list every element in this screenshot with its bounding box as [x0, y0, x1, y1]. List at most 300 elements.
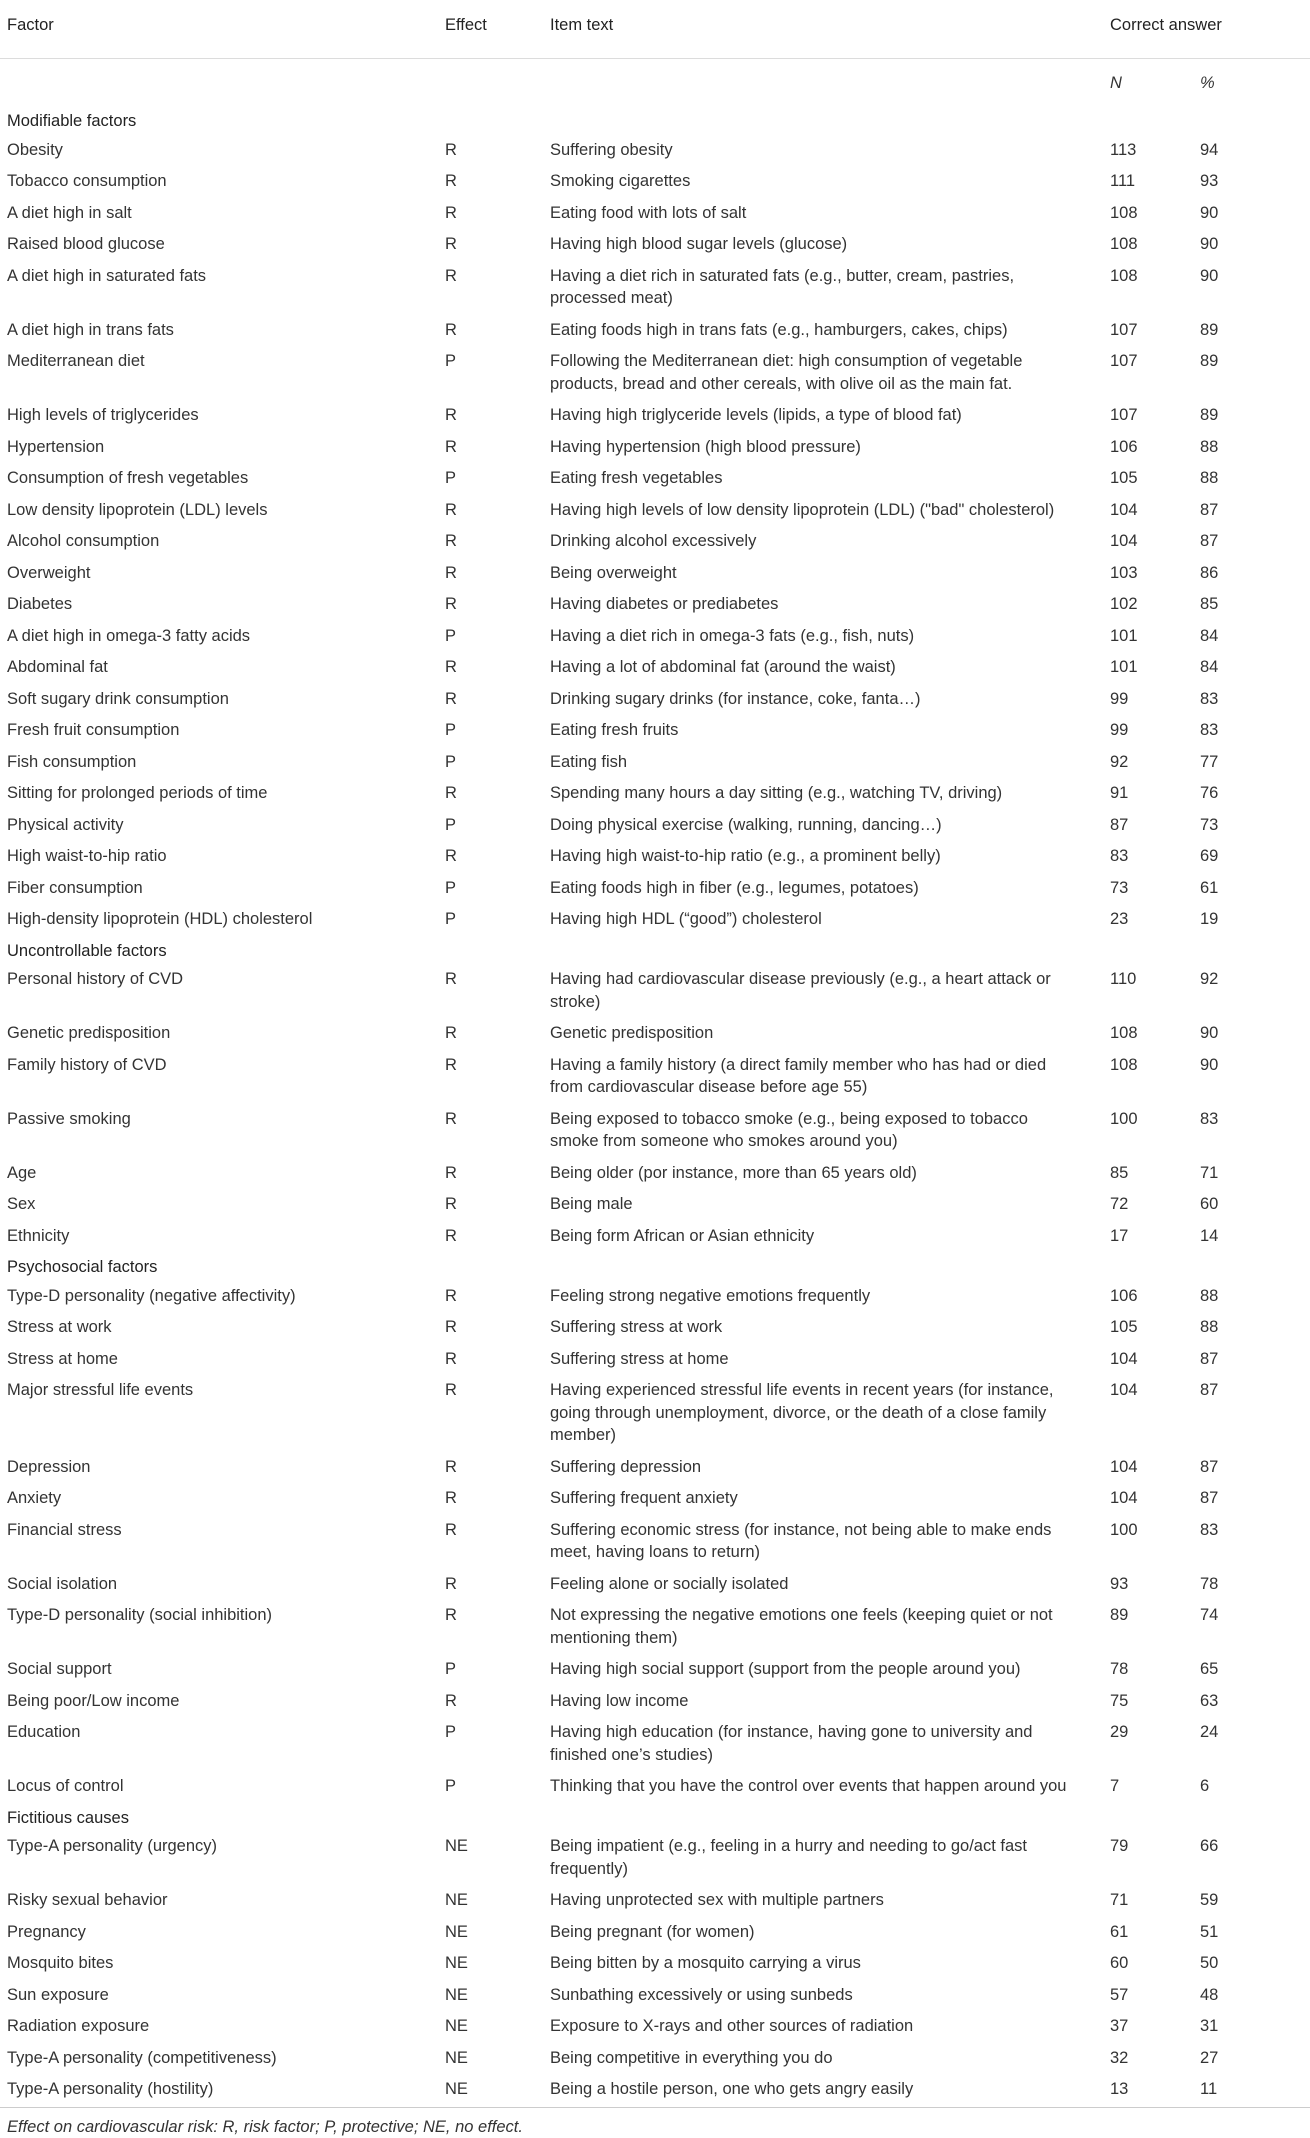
percent-cell: 88: [1200, 1318, 1219, 1336]
factor-cell: Fish consumption: [7, 752, 137, 771]
effect-cell: NE: [445, 2080, 468, 2098]
percent-cell: 87: [1200, 1381, 1219, 1399]
n-cell: 102: [1110, 595, 1138, 613]
item-text-cell: Eating food with lots of salt: [550, 203, 747, 222]
factor-cell: A diet high in omega-3 fatty acids: [7, 626, 251, 645]
percent-cell: 84: [1200, 626, 1219, 645]
n-cell: 104: [1110, 532, 1138, 550]
header-n: N: [1110, 73, 1122, 92]
n-cell: 108: [1110, 266, 1138, 285]
table-footnote: Effect on cardiovascular risk: R, risk factor; P, protective; NE, no effect.: [0, 2107, 1310, 2138]
item-text-cell: Suffering stress at home: [550, 1349, 729, 1368]
n-cell: 32: [1110, 2048, 1129, 2067]
factor-cell: Low density lipoprotein (LDL) levels: [7, 500, 268, 519]
table-row: [0, 496, 1310, 528]
factor-cell: Hypertension: [7, 437, 105, 456]
factor-cell: Obesity: [7, 140, 63, 159]
percent-cell: 87: [1200, 500, 1219, 519]
factor-cell: Fresh fruit consumption: [7, 721, 180, 739]
factor-cell: Ethnicity: [7, 1226, 70, 1245]
table-row: [0, 1601, 1310, 1655]
table-row: [0, 136, 1310, 168]
n-cell: 79: [1110, 1837, 1129, 1855]
factor-cell: Being poor/Low income: [7, 1691, 180, 1710]
n-cell: 87: [1110, 815, 1129, 834]
effect-cell: R: [445, 1024, 457, 1042]
table-row: [0, 262, 1310, 316]
n-cell: 75: [1110, 1691, 1129, 1710]
item-text-cell: Having high levels of low density lipoprotein (LDL) ("bad" cholesterol): [550, 500, 1055, 519]
table-row: [0, 1376, 1310, 1453]
effect-cell: P: [445, 1723, 457, 1741]
table-row: [0, 1886, 1310, 1918]
factor-cell: Alcohol consumption: [7, 532, 160, 550]
table-row: [0, 1190, 1310, 1222]
n-cell: 100: [1110, 1520, 1138, 1539]
item-text-cell: Exposure to X-rays and other sources of radiation: [550, 2017, 914, 2035]
effect-cell: R: [445, 266, 457, 285]
n-cell: 104: [1110, 500, 1138, 519]
item-text-cell: Suffering frequent anxiety: [550, 1489, 738, 1507]
table-row: [0, 965, 1310, 1019]
percent-cell: 87: [1200, 532, 1219, 550]
table-row: [0, 874, 1310, 906]
n-cell: 23: [1110, 910, 1129, 928]
factor-cell: Consumption of fresh vegetables: [7, 469, 249, 487]
n-cell: 105: [1110, 469, 1138, 487]
percent-cell: 74: [1200, 1606, 1219, 1624]
factor-cell: Financial stress: [7, 1520, 122, 1539]
effect-cell: R: [445, 1691, 457, 1710]
section-title: Psychosocial factors: [7, 1258, 158, 1276]
table-row: [0, 167, 1310, 199]
item-text-cell: Having high HDL (“good”) cholesterol: [550, 910, 822, 928]
percent-cell: 86: [1200, 563, 1219, 582]
factor-cell: Social support: [7, 1660, 112, 1678]
table-row: [0, 1772, 1310, 1804]
factor-cell: Raised blood glucose: [7, 235, 165, 253]
effect-cell: R: [445, 1457, 457, 1476]
factor-cell: A diet high in trans fats: [7, 320, 174, 339]
item-text-cell: Suffering obesity: [550, 140, 673, 159]
factor-cell: Sex: [7, 1195, 36, 1213]
table-row: [0, 622, 1310, 654]
n-cell: 111: [1110, 172, 1136, 190]
item-text-cell: Thinking that you have the control over events that happen around you: [550, 1777, 1067, 1795]
effect-cell: R: [445, 1055, 457, 1074]
n-cell: 106: [1110, 1286, 1138, 1305]
item-text-cell: Sunbathing excessively or using sunbeds: [550, 1985, 853, 2004]
percent-cell: 89: [1200, 352, 1219, 370]
effect-cell: R: [445, 1606, 457, 1624]
percent-cell: 88: [1200, 469, 1219, 487]
effect-cell: P: [445, 878, 457, 897]
percent-cell: 89: [1200, 320, 1219, 339]
percent-cell: 50: [1200, 1954, 1219, 1972]
n-cell: 13: [1110, 2080, 1129, 2098]
table-subheader-row: [0, 59, 1310, 108]
table-row: [0, 1918, 1310, 1950]
percent-cell: 65: [1200, 1660, 1219, 1678]
table-row: [0, 2012, 1310, 2044]
table-row: [0, 1313, 1310, 1345]
effect-cell: P: [445, 1777, 457, 1795]
table-row: [0, 1981, 1310, 2013]
factor-cell: Mediterranean diet: [7, 352, 145, 370]
n-cell: 106: [1110, 437, 1138, 456]
effect-cell: R: [445, 437, 457, 456]
effect-cell: R: [445, 970, 457, 988]
effect-cell: R: [445, 1163, 457, 1182]
item-text-cell: Suffering stress at work: [550, 1318, 723, 1336]
item-text-cell: Not expressing the negative emotions one feels (keeping quiet or not mentioning them): [550, 1606, 1053, 1647]
factor-cell: Locus of control: [7, 1777, 124, 1795]
percent-cell: 90: [1200, 203, 1219, 222]
percent-cell: 77: [1200, 752, 1219, 771]
item-text-cell: Eating fresh fruits: [550, 721, 679, 739]
section-header-row: [0, 1253, 1310, 1282]
factor-cell: High waist-to-hip ratio: [7, 847, 167, 865]
n-cell: 91: [1110, 784, 1129, 802]
table-row: [0, 230, 1310, 262]
n-cell: 37: [1110, 2017, 1129, 2035]
item-text-cell: Being impatient (e.g., feeling in a hurry and needing to go/act fast frequently): [550, 1837, 1027, 1878]
effect-cell: R: [445, 1520, 457, 1539]
percent-cell: 78: [1200, 1574, 1219, 1593]
percent-cell: 90: [1200, 235, 1219, 253]
table-row: [0, 905, 1310, 937]
header-pct: %: [1200, 73, 1215, 92]
item-text-cell: Being older (por instance, more than 65 years old): [550, 1163, 917, 1182]
factor-cell: Anxiety: [7, 1489, 62, 1507]
table-row: [0, 1949, 1310, 1981]
item-text-cell: Being a hostile person, one who gets angry easily: [550, 2080, 914, 2098]
item-text-cell: Feeling strong negative emotions frequently: [550, 1286, 871, 1305]
percent-cell: 83: [1200, 689, 1219, 708]
n-cell: 107: [1110, 320, 1138, 339]
percent-cell: 90: [1200, 266, 1219, 285]
effect-cell: P: [445, 910, 457, 928]
section-title: Uncontrollable factors: [7, 941, 167, 960]
percent-cell: 48: [1200, 1985, 1219, 2004]
n-cell: 104: [1110, 1489, 1138, 1507]
factor-cell: Passive smoking: [7, 1109, 131, 1128]
table-row: [0, 842, 1310, 874]
item-text-cell: Having low income: [550, 1691, 689, 1710]
effect-cell: R: [445, 1195, 457, 1213]
item-text-cell: Drinking alcohol excessively: [550, 532, 757, 550]
item-text-cell: Genetic predisposition: [550, 1024, 714, 1042]
table-row: [0, 316, 1310, 348]
item-text-cell: Eating foods high in trans fats (e.g., hamburgers, cakes, chips): [550, 320, 1008, 339]
item-text-cell: Having high waist-to-hip ratio (e.g., a prominent belly): [550, 847, 941, 865]
effect-cell: NE: [445, 1954, 468, 1972]
table-body: [0, 107, 1310, 2107]
effect-cell: R: [445, 203, 457, 222]
item-text-cell: Having a diet rich in omega-3 fats (e.g., fish, nuts): [550, 626, 915, 645]
table-row: [0, 2044, 1310, 2076]
item-text-cell: Suffering depression: [550, 1457, 702, 1476]
item-text-cell: Being overweight: [550, 563, 677, 582]
n-cell: 99: [1110, 721, 1129, 739]
percent-cell: 87: [1200, 1489, 1219, 1507]
effect-cell: NE: [445, 1922, 468, 1941]
factor-cell: Sitting for prolonged periods of time: [7, 784, 268, 802]
item-text-cell: Having experienced stressful life events in recent years (for instance, going through unemployment, divorce, or the death of a close family member): [550, 1381, 1054, 1444]
percent-cell: 76: [1200, 784, 1219, 802]
n-cell: 83: [1110, 847, 1129, 865]
effect-cell: R: [445, 1381, 457, 1399]
item-text-cell: Having high social support (support from the people around you): [550, 1660, 1021, 1678]
percent-cell: 6: [1200, 1777, 1210, 1795]
table-row: [0, 527, 1310, 559]
percent-cell: 73: [1200, 815, 1219, 834]
n-cell: 85: [1110, 1163, 1129, 1182]
table-row: [0, 1484, 1310, 1516]
factor-cell: High levels of triglycerides: [7, 406, 199, 424]
item-text-cell: Having hypertension (high blood pressure): [550, 437, 861, 456]
percent-cell: 19: [1200, 910, 1219, 928]
effect-cell: R: [445, 235, 457, 253]
effect-cell: R: [445, 689, 457, 708]
effect-cell: NE: [445, 1891, 468, 1909]
effect-cell: R: [445, 406, 457, 424]
table-row: [0, 590, 1310, 622]
effect-cell: NE: [445, 2048, 468, 2067]
effect-cell: R: [445, 784, 457, 802]
percent-cell: 88: [1200, 1286, 1219, 1305]
n-cell: 108: [1110, 235, 1138, 253]
item-text-cell: Eating fresh vegetables: [550, 469, 723, 487]
factor-cell: Genetic predisposition: [7, 1024, 171, 1042]
percent-cell: 90: [1200, 1055, 1219, 1074]
percent-cell: 89: [1200, 406, 1219, 424]
effect-cell: P: [445, 752, 457, 771]
n-cell: 103: [1110, 563, 1138, 582]
table-row: [0, 716, 1310, 748]
factor-cell: Major stressful life events: [7, 1381, 194, 1399]
table-row: [0, 748, 1310, 780]
factor-cell: Physical activity: [7, 815, 124, 834]
factor-cell: Family history of CVD: [7, 1055, 167, 1074]
factor-cell: A diet high in saturated fats: [7, 266, 207, 285]
section-header-row: [0, 107, 1310, 136]
table-row: [0, 811, 1310, 843]
n-cell: 57: [1110, 1985, 1129, 2004]
effect-cell: NE: [445, 2017, 468, 2035]
n-cell: 101: [1110, 626, 1138, 645]
effect-cell: NE: [445, 1985, 468, 2004]
table-row: [0, 1051, 1310, 1105]
effect-cell: R: [445, 1349, 457, 1368]
item-text-cell: Eating fish: [550, 752, 628, 771]
effect-cell: R: [445, 658, 457, 676]
table-row: [0, 1516, 1310, 1570]
percent-cell: 14: [1200, 1226, 1219, 1245]
item-text-cell: Suffering economic stress (for instance, not being able to make ends meet, having loans to return): [550, 1520, 1052, 1561]
factor-cell: Social isolation: [7, 1574, 118, 1593]
item-text-cell: Being competitive in everything you do: [550, 2048, 833, 2067]
item-text-cell: Eating foods high in fiber (e.g., legumes, potatoes): [550, 878, 919, 897]
item-text-cell: Feeling alone or socially isolated: [550, 1574, 789, 1593]
item-text-cell: Being male: [550, 1195, 633, 1213]
factor-cell: Age: [7, 1163, 37, 1182]
effect-cell: R: [445, 847, 457, 865]
factor-cell: Stress at home: [7, 1349, 118, 1368]
n-cell: 73: [1110, 878, 1129, 897]
factor-cell: Fiber consumption: [7, 878, 143, 897]
table-row: [0, 1570, 1310, 1602]
percent-cell: 83: [1200, 1520, 1219, 1539]
percent-cell: 63: [1200, 1691, 1219, 1710]
percent-cell: 61: [1200, 878, 1219, 897]
n-cell: 105: [1110, 1318, 1138, 1336]
n-cell: 7: [1110, 1777, 1120, 1795]
item-text-cell: Having had cardiovascular disease previously (e.g., a heart attack or stroke): [550, 970, 1051, 1011]
item-text-cell: Having high education (for instance, having gone to university and finished one’s studies): [550, 1723, 1033, 1764]
effect-cell: R: [445, 532, 457, 550]
item-text-cell: Smoking cigarettes: [550, 172, 691, 190]
n-cell: 108: [1110, 1055, 1138, 1074]
section-header-row: [0, 1804, 1310, 1833]
header-correct-answer: Correct answer: [1110, 0, 1310, 59]
effect-cell: R: [445, 140, 457, 159]
n-cell: 29: [1110, 1723, 1129, 1741]
table-row: [0, 1019, 1310, 1051]
item-text-cell: Doing physical exercise (walking, running, dancing…): [550, 815, 942, 834]
n-cell: 107: [1110, 352, 1138, 370]
table-row: [0, 1718, 1310, 1772]
item-text-cell: Having a family history (a direct family member who has had or died from cardiovascular disease before age 55): [550, 1055, 1047, 1096]
factor-cell: Type-A personality (hostility): [7, 2080, 214, 2098]
table-row: [0, 347, 1310, 401]
percent-cell: 51: [1200, 1922, 1219, 1941]
table-row: [0, 1282, 1310, 1314]
item-text-cell: Being exposed to tobacco smoke (e.g., being exposed to tobacco smoke from someone who smokes around you): [550, 1109, 1028, 1150]
n-cell: 71: [1110, 1891, 1129, 1909]
percent-cell: 24: [1200, 1723, 1219, 1741]
factor-cell: Soft sugary drink consumption: [7, 689, 229, 708]
factor-cell: Education: [7, 1723, 81, 1741]
item-text-cell: Having unprotected sex with multiple partners: [550, 1891, 884, 1909]
n-cell: 61: [1110, 1922, 1129, 1941]
header-effect: Effect: [445, 0, 550, 59]
factor-cell: Overweight: [7, 563, 91, 582]
table-row: [0, 1222, 1310, 1254]
table-row: [0, 433, 1310, 465]
effect-cell: P: [445, 469, 457, 487]
item-text-cell: Drinking sugary drinks (for instance, coke, fanta…): [550, 689, 921, 708]
effect-cell: R: [445, 1489, 457, 1507]
n-cell: 92: [1110, 752, 1129, 771]
percent-cell: 71: [1200, 1163, 1219, 1182]
factor-cell: Personal history of CVD: [7, 970, 184, 988]
percent-cell: 84: [1200, 658, 1219, 676]
percent-cell: 11: [1200, 2080, 1218, 2098]
effect-cell: R: [445, 172, 457, 190]
table-row: [0, 1345, 1310, 1377]
n-cell: 17: [1110, 1226, 1129, 1245]
effect-cell: R: [445, 1286, 457, 1305]
factor-cell: Mosquito bites: [7, 1954, 114, 1972]
percent-cell: 94: [1200, 140, 1219, 159]
item-text-cell: Spending many hours a day sitting (e.g., watching TV, driving): [550, 784, 1003, 802]
percent-cell: 59: [1200, 1891, 1219, 1909]
factor-cell: Tobacco consumption: [7, 172, 167, 190]
percent-cell: 83: [1200, 721, 1219, 739]
effect-cell: P: [445, 352, 457, 370]
effect-cell: R: [445, 320, 457, 339]
percent-cell: 88: [1200, 437, 1219, 456]
item-text-cell: Having high triglyceride levels (lipids, a type of blood fat): [550, 406, 962, 424]
factor-cell: Depression: [7, 1457, 91, 1476]
table-row: [0, 401, 1310, 433]
effect-cell: R: [445, 563, 457, 582]
factor-cell: High-density lipoprotein (HDL) cholesterol: [7, 910, 313, 928]
factor-cell: Type-A personality (competitiveness): [7, 2048, 277, 2067]
item-text-cell: Having diabetes or prediabetes: [550, 595, 779, 613]
percent-cell: 83: [1200, 1109, 1219, 1128]
item-text-cell: Having a lot of abdominal fat (around the waist): [550, 658, 896, 676]
section-header-row: [0, 937, 1310, 966]
n-cell: 100: [1110, 1109, 1138, 1128]
n-cell: 89: [1110, 1606, 1129, 1624]
effect-cell: R: [445, 1318, 457, 1336]
percent-cell: 85: [1200, 595, 1219, 613]
factor-cell: Sun exposure: [7, 1985, 109, 2004]
table-footnote-row: [0, 2107, 1310, 2138]
factor-cell: Radiation exposure: [7, 2017, 150, 2035]
percent-cell: 31: [1200, 2017, 1219, 2035]
factor-cell: Stress at work: [7, 1318, 112, 1336]
table-row: [0, 779, 1310, 811]
percent-cell: 66: [1200, 1837, 1219, 1855]
item-text-cell: Following the Mediterranean diet: high consumption of vegetable products, bread and other cereals, with olive oil as the main fat.: [550, 352, 1023, 393]
n-cell: 107: [1110, 406, 1138, 424]
header-factor: Factor: [0, 0, 445, 59]
table-row: [0, 559, 1310, 591]
n-cell: 60: [1110, 1954, 1129, 1972]
n-cell: 78: [1110, 1660, 1129, 1678]
factor-cell: Type-D personality (social inhibition): [7, 1606, 273, 1624]
effect-cell: NE: [445, 1837, 468, 1855]
effect-cell: R: [445, 1109, 457, 1128]
n-cell: 99: [1110, 689, 1129, 708]
table-row: [0, 685, 1310, 717]
n-cell: 108: [1110, 203, 1138, 222]
factor-cell: Abdominal fat: [7, 658, 108, 676]
n-cell: 110: [1110, 970, 1137, 988]
factor-cell: Risky sexual behavior: [7, 1891, 168, 1909]
percent-cell: 90: [1200, 1024, 1219, 1042]
percent-cell: 93: [1200, 172, 1219, 190]
table-row: [0, 653, 1310, 685]
percent-cell: 60: [1200, 1195, 1219, 1213]
n-cell: 93: [1110, 1574, 1129, 1593]
item-text-cell: Being bitten by a mosquito carrying a virus: [550, 1954, 861, 1972]
table-row: [0, 1105, 1310, 1159]
table-row: [0, 1159, 1310, 1191]
effect-cell: R: [445, 595, 457, 613]
table-row: [0, 1453, 1310, 1485]
n-cell: 104: [1110, 1457, 1138, 1476]
percent-cell: 69: [1200, 847, 1219, 865]
item-text-cell: Having a diet rich in saturated fats (e.g., butter, cream, pastries, processed meat): [550, 266, 1015, 307]
effect-cell: R: [445, 500, 457, 519]
effect-cell: P: [445, 626, 457, 645]
percent-cell: 27: [1200, 2048, 1219, 2067]
table-row: [0, 1832, 1310, 1886]
